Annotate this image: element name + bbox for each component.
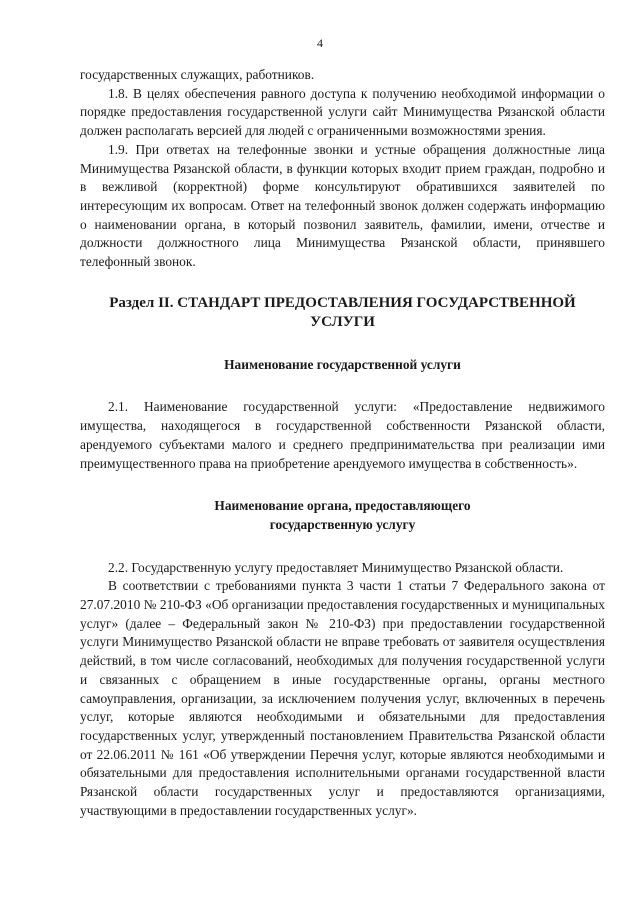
page-number: 4 [317,36,323,50]
paragraph-2-1: 2.1. Наименование государственной услуги: «Предоставление недвижимого имущества, находящегося в государственной собственности Рязанской области, арендуемого субъектами малого и среднего предпринимательства при реализации ими преимущественного права на приобретение арендуемого имущества в собственность». [80,399,605,471]
subsection-heading-service-name: Наименование государственной услуги [224,356,461,372]
subsection-heading-line-1: Наименование органа, предоставляющего [214,498,471,514]
paragraph-continuation: государственных служащих, работников. [80,67,315,82]
subsection-heading-authority [80,497,605,534]
paragraph-1-8: 1.8. В целях обеспечения равного доступа к получению необходимой информации о порядке предоставления государственной услуги сайт Минимущества Рязанской области должен располагать версией для людей с ограниченными возможностями зрения. [80,85,605,139]
document-body [80,66,605,821]
section-heading: Раздел II. СТАНДАРТ ПРЕДОСТАВЛЕНИЯ ГОСУДАРСТВЕННОЙ УСЛУГИ [109,294,576,330]
paragraph-2-2-requirements: В соответствии с требованиями пункта 3 части 1 статьи 7 Федерального закона от 27.07.2010 № 210-ФЗ «Об организации предоставления государственных и муниципальных услуг» (далее – Федеральный закон № 210-ФЗ) при предоставлении государственной услуги Минимущество Рязанской области не вправе требовать от заявителя осуществления действий, в том числе согласований, необходимых для получения государственной услуги и связанных с обращением в иные государственные органы, органы местного самоуправления, организации, за исключением получения услуг, включенных в перечень услуг, которые являются необходимыми и обязательными для предоставления государственных услуг, утвержденный постановлением Правительства Рязанской области от 22.06.2011 № 161 «Об утверждении Перечня услуг, которые являются необходимыми и обязательными для предоставления исполнительными органами государственной власти Рязанской области государственных услуг и предоставляются организациями, участвующими в предоставлении государственных услуг». [80,578,605,818]
paragraph-2-2: 2.2. Государственную услугу предоставляет Минимущество Рязанской области. [108,559,564,575]
subsection-heading-line-2: государственную услугу [269,516,416,532]
paragraph-1-9: 1.9. При ответах на телефонные звонки и устные обращения должностные лица Минимущества Рязанской области, в функции которых входит прием граждан, подробно и в вежливой (корректной) форме консультируют обратившихся заявителей по интересующим их вопросам. Ответ на телефонный звонок должен содержать информацию о наименовании органа, в который позвонил заявитель, фамилии, имени, отчестве и должности должностного лица Минимущества Рязанской области, принявшего телефонный звонок. [80,141,605,270]
